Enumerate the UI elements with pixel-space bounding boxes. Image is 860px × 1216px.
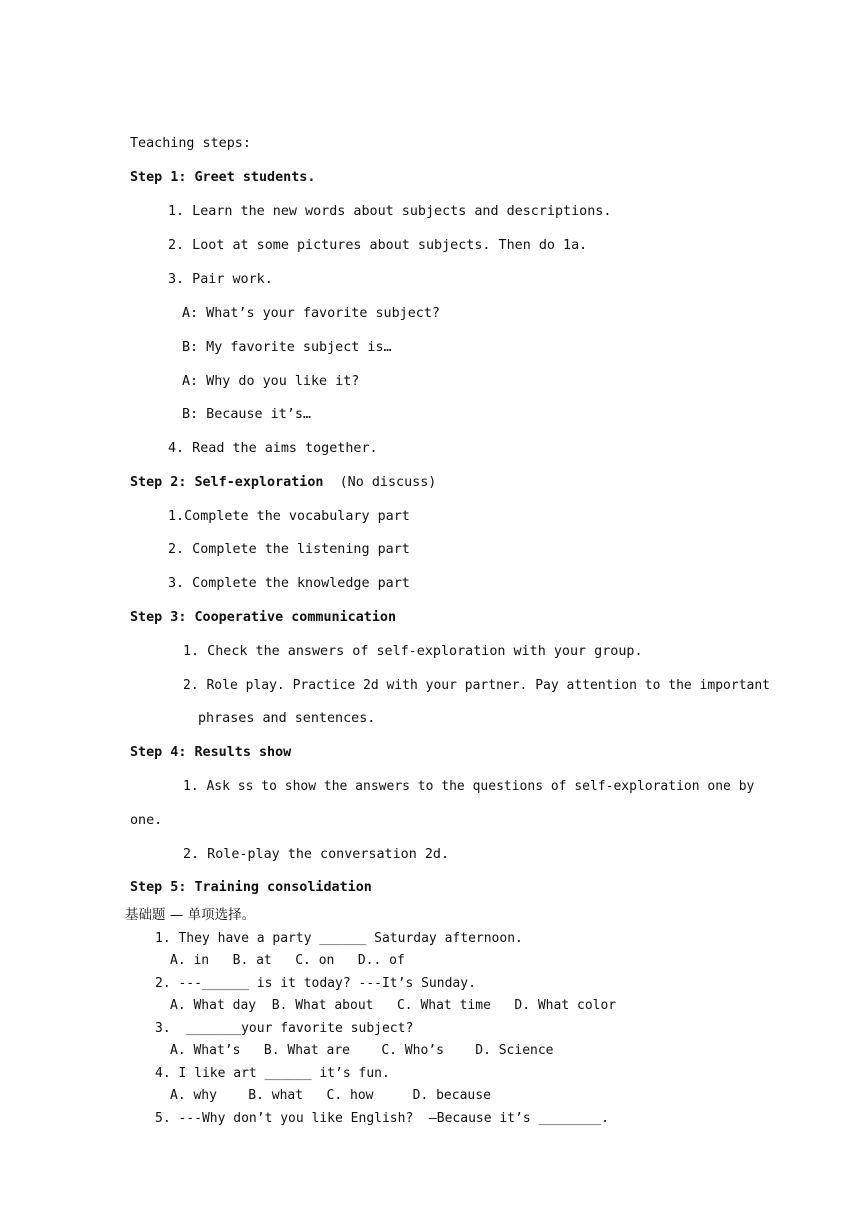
step1-item-3: 3. Pair work. bbox=[168, 272, 273, 287]
step3-title: Step 3: Cooperative communication bbox=[130, 610, 397, 625]
question-4: 4. I like art ______ it’s fun. bbox=[155, 1066, 390, 1081]
question-3: 3. _______your favorite subject? bbox=[155, 1021, 414, 1036]
step2-item-3: 3. Complete the knowledge part bbox=[168, 576, 410, 591]
step2-item-2: 2. Complete the listening part bbox=[168, 542, 410, 557]
dialogue-line-3: A: Why do you like it? bbox=[182, 374, 360, 389]
question-4-options: A. why B. what C. how D. because bbox=[170, 1088, 491, 1103]
dialogue-line-4: B: Because it’s… bbox=[182, 407, 311, 422]
step1-item-2: 2. Loot at some pictures about subjects. Then do 1a. bbox=[168, 238, 588, 253]
step4-title: Step 4: Results show bbox=[130, 745, 292, 760]
question-1-options: A. in B. at C. on D.. of bbox=[170, 953, 405, 968]
step2-heading-row bbox=[130, 474, 436, 492]
question-2-options: A. What day B. What about C. What time D. What color bbox=[170, 998, 617, 1013]
step3-item-2: 2. Role play. Practice 2d with your partner. Pay attention to the important bbox=[183, 678, 770, 693]
step5-title: Step 5: Training consolidation bbox=[130, 880, 372, 895]
teaching-steps-heading: Teaching steps: bbox=[130, 136, 251, 151]
step1-item-4: 4. Read the aims together. bbox=[168, 441, 378, 456]
step2-item-1: 1.Complete the vocabulary part bbox=[168, 509, 410, 524]
step4-item-1-cont: one. bbox=[130, 813, 163, 828]
dialogue-line-2: B: My favorite subject is… bbox=[182, 340, 392, 355]
step1-item-1: 1. Learn the new words about subjects and descriptions. bbox=[168, 204, 612, 219]
step2-title: Step 2: Self-exploration bbox=[130, 475, 324, 490]
step3-item-1: 1. Check the answers of self-exploration with your group. bbox=[183, 644, 643, 659]
dialogue-line-1: A: What’s your favorite subject? bbox=[182, 306, 440, 321]
step3-item-2-cont: phrases and sentences. bbox=[198, 711, 376, 726]
step1-title: Step 1: Greet students. bbox=[130, 170, 316, 185]
question-5: 5. ---Why don’t you like English? —Because it’s ________. bbox=[155, 1111, 609, 1126]
step4-item-2: 2. Role-play the conversation 2d. bbox=[183, 847, 450, 862]
question-1: 1. They have a party ______ Saturday afternoon. bbox=[155, 931, 523, 946]
question-3-options: A. What’s B. What are C. Who’s D. Science bbox=[170, 1043, 554, 1058]
question-2: 2. ---______ is it today? ---It’s Sunday. bbox=[155, 976, 476, 991]
exercise-label: 基础题 — 单项选择。 bbox=[125, 907, 256, 923]
step4-item-1: 1. Ask ss to show the answers to the questions of self-exploration one by bbox=[183, 779, 755, 794]
step2-note: (No discuss) bbox=[339, 475, 437, 490]
